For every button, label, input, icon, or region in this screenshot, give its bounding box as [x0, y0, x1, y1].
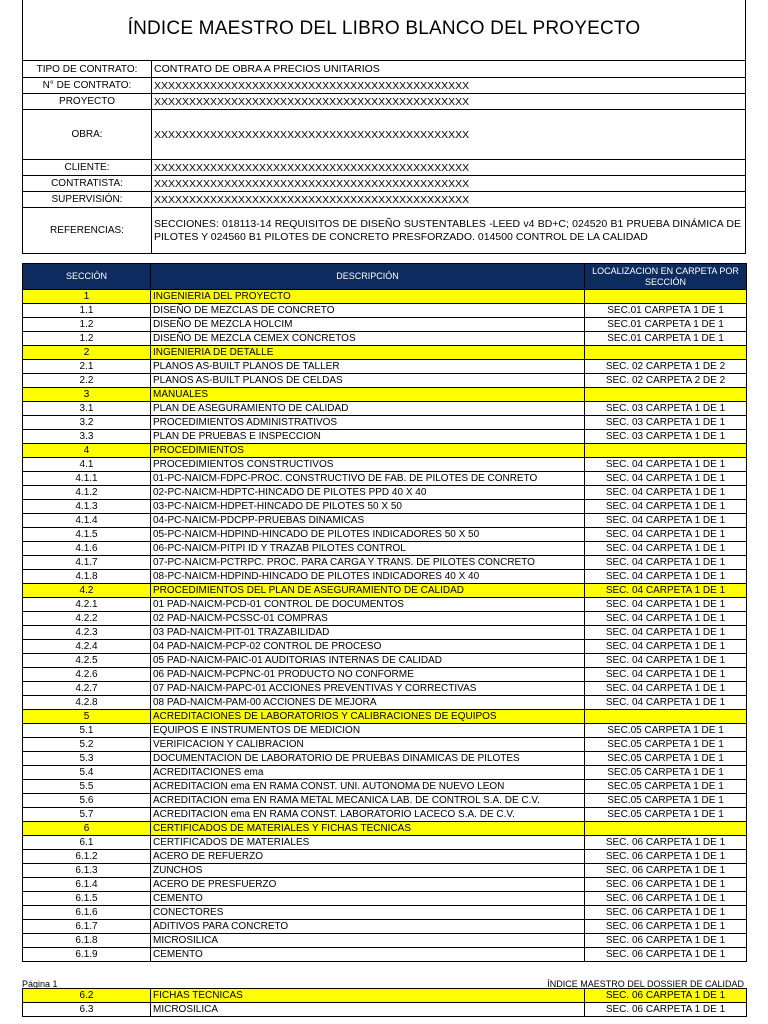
description-cell: ACREDITACION ema EN RAMA METAL MECANICA LAB. DE CONTROL S.A. DE C.V. — [151, 794, 585, 808]
table-row — [23, 598, 747, 612]
section-cell: 6.1.6 — [23, 906, 151, 920]
section-cell: 5.5 — [23, 780, 151, 794]
section-cell: 3.2 — [23, 416, 151, 430]
section-cell: 5.2 — [23, 738, 151, 752]
location-cell: SEC. 06 CARPETA 1 DE 1 — [585, 920, 747, 934]
header-field-label: PROYECTO — [23, 94, 152, 109]
location-cell: SEC. 04 CARPETA 1 DE 1 — [585, 626, 747, 640]
header-field-row — [23, 207, 745, 253]
index-table — [22, 263, 747, 962]
description-cell: MICROSILICA — [151, 1003, 585, 1017]
table-row — [23, 906, 747, 920]
description-cell: 04-PC-NAICM-PDCPP-PRUEBAS DINAMICAS — [151, 514, 585, 528]
section-cell: 1.2 — [23, 318, 151, 332]
description-cell: 05-PC-NAICM-HDPIND-HINCADO DE PILOTES INDICADORES 50 X 50 — [151, 528, 585, 542]
header-field-value: XXXXXXXXXXXXXXXXXXXXXXXXXXXXXXXXXXXXXXXXXXXXX — [154, 161, 470, 174]
column-header-location: LOCALIZACION EN CARPETA POR SECCIÓN — [585, 264, 747, 290]
table-row — [23, 696, 747, 710]
table-row — [23, 430, 747, 444]
table-row — [23, 570, 747, 584]
section-cell: 5.7 — [23, 808, 151, 822]
description-cell: 02-PC-NAICM-HDPTC-HINCADO DE PILOTES PPD 40 X 40 — [151, 486, 585, 500]
location-cell: SEC. 06 CARPETA 1 DE 1 — [585, 892, 747, 906]
description-cell: 04 PAD-NAICM-PCP-02 CONTROL DE PROCESO — [151, 640, 585, 654]
table-row — [23, 724, 747, 738]
location-cell — [585, 346, 747, 360]
location-cell: SEC. 04 CARPETA 1 DE 1 — [585, 556, 747, 570]
header-field-value: SECCIONES: 018113-14 REQUISITOS DE DISEÑO SUSTENTABLES -LEED v4 BD+C; 024520 B1 PRUEBA DINÁMICA DE PILOTES Y 024560 B1 PILOTES DE CONCRETO PRESFORZADO. 014500 CONTROL DE LA CALIDAD — [154, 217, 741, 243]
header-field-row — [23, 159, 745, 175]
location-cell: SEC. 06 CARPETA 1 DE 1 — [585, 989, 747, 1003]
header-field-label: N° DE CONTRATO: — [23, 78, 152, 93]
table-header-row — [23, 264, 747, 290]
table-row — [23, 878, 747, 892]
header-field-row — [23, 77, 745, 93]
section-cell: 4.1.5 — [23, 528, 151, 542]
location-cell: SEC. 06 CARPETA 1 DE 1 — [585, 878, 747, 892]
continuation-table — [22, 988, 747, 1017]
table-row — [23, 654, 747, 668]
table-row — [23, 836, 747, 850]
section-cell: 3.1 — [23, 402, 151, 416]
location-cell: SEC. 04 CARPETA 1 DE 1 — [585, 654, 747, 668]
header-field-label: CONTRATISTA: — [23, 176, 152, 191]
table-row — [23, 304, 747, 318]
description-cell: DOCUMENTACION DE LABORATORIO DE PRUEBAS DINAMICAS DE PILOTES — [151, 752, 585, 766]
section-cell: 2.2 — [23, 374, 151, 388]
section-cell: 4.1.6 — [23, 542, 151, 556]
section-cell: 4.2.6 — [23, 668, 151, 682]
description-cell: 08 PAD-NAICM-PAM-00 ACCIONES DE MEJORA — [151, 696, 585, 710]
description-cell: ZUNCHOS — [151, 864, 585, 878]
section-cell: 5.1 — [23, 724, 151, 738]
description-cell: DISEÑO DE MEZCLA HOLCIM — [151, 318, 585, 332]
table-row — [23, 584, 747, 598]
header-field-label: REFERENCIAS: — [23, 208, 152, 253]
table-row — [23, 374, 747, 388]
description-cell: DISEÑO DE MEZCLAS DE CONCRETO — [151, 304, 585, 318]
location-cell: SEC. 04 CARPETA 1 DE 1 — [585, 486, 747, 500]
description-cell: 06 PAD-NAICM-PCPNC-01 PRODUCTO NO CONFORME — [151, 668, 585, 682]
header-field-value: XXXXXXXXXXXXXXXXXXXXXXXXXXXXXXXXXXXXXXXXXXXXX — [154, 193, 470, 206]
description-cell: 01 PAD-NAICM-PCD-01 CONTROL DE DOCUMENTOS — [151, 598, 585, 612]
column-header-section: SECCIÓN — [23, 264, 151, 290]
table-row — [23, 332, 747, 346]
location-cell: SEC. 04 CARPETA 1 DE 1 — [585, 682, 747, 696]
description-cell: ACERO DE REFUERZO — [151, 850, 585, 864]
location-cell: SEC. 02 CARPETA 2 DE 2 — [585, 374, 747, 388]
section-cell: 4.2.5 — [23, 654, 151, 668]
location-cell: SEC. 04 CARPETA 1 DE 1 — [585, 696, 747, 710]
header-field-label: CLIENTE: — [23, 160, 152, 175]
section-cell: 4.2.2 — [23, 612, 151, 626]
location-cell: SEC.05 CARPETA 1 DE 1 — [585, 808, 747, 822]
table-row — [23, 556, 747, 570]
location-cell — [585, 290, 747, 304]
table-row — [23, 528, 747, 542]
section-cell: 4.2.7 — [23, 682, 151, 696]
table-row — [23, 822, 747, 836]
location-cell: SEC. 03 CARPETA 1 DE 1 — [585, 416, 747, 430]
description-cell: 01-PC-NAICM-FDPC-PROC. CONSTRUCTIVO DE FAB. DE PILOTES DE CONRETO — [151, 472, 585, 486]
header-field-row — [23, 93, 745, 109]
description-cell: ADITIVOS PARA CONCRETO — [151, 920, 585, 934]
description-cell: VERIFICACION Y CALIBRACION — [151, 738, 585, 752]
description-cell: 02 PAD-NAICM-PCSSC-01 COMPRAS — [151, 612, 585, 626]
table-row — [23, 766, 747, 780]
table-row — [23, 710, 747, 724]
section-cell: 6.2 — [23, 989, 151, 1003]
section-cell: 4.1.2 — [23, 486, 151, 500]
description-cell: PROCEDIMIENTOS DEL PLAN DE ASEGURAMIENTO DE CALIDAD — [151, 584, 585, 598]
section-cell: 4.2 — [23, 584, 151, 598]
description-cell: ACERO DE PRESFUERZO — [151, 878, 585, 892]
location-cell: SEC. 04 CARPETA 1 DE 1 — [585, 612, 747, 626]
location-cell: SEC. 04 CARPETA 1 DE 1 — [585, 514, 747, 528]
column-header-description: DESCRIPCIÓN — [151, 264, 585, 290]
header-field-row — [23, 191, 745, 207]
description-cell: 08-PC-NAICM-HDPIND-HINCADO DE PILOTES INDICADORES 40 X 40 — [151, 570, 585, 584]
section-cell: 6.3 — [23, 1003, 151, 1017]
header-field-label: SUPERVISIÓN: — [23, 192, 152, 207]
location-cell: SEC. 02 CARPETA 1 DE 2 — [585, 360, 747, 374]
section-cell: 5.3 — [23, 752, 151, 766]
table-row — [23, 738, 747, 752]
section-cell: 5.4 — [23, 766, 151, 780]
description-cell: ACREDITACION ema EN RAMA CONST. LABORATORIO LACECO S.A. DE C.V. — [151, 808, 585, 822]
table-row — [23, 808, 747, 822]
header-field-label: OBRA: — [23, 110, 152, 159]
section-cell: 2 — [23, 346, 151, 360]
location-cell: SEC. 04 CARPETA 1 DE 1 — [585, 528, 747, 542]
table-row — [23, 989, 747, 1003]
header-field-value: XXXXXXXXXXXXXXXXXXXXXXXXXXXXXXXXXXXXXXXXXXXXX — [154, 128, 470, 141]
table-row — [23, 640, 747, 654]
description-cell: PROCEDIMIENTOS — [151, 444, 585, 458]
location-cell: SEC.05 CARPETA 1 DE 1 — [585, 766, 747, 780]
section-cell: 6.1.7 — [23, 920, 151, 934]
section-cell: 4.1.3 — [23, 500, 151, 514]
description-cell: PLANOS AS-BUILT PLANOS DE TALLER — [151, 360, 585, 374]
table-row — [23, 346, 747, 360]
section-cell: 5.6 — [23, 794, 151, 808]
title-box — [22, 0, 746, 61]
header-field-row — [23, 109, 745, 159]
section-cell: 6.1.5 — [23, 892, 151, 906]
location-cell: SEC. 06 CARPETA 1 DE 1 — [585, 948, 747, 962]
description-cell: CONECTORES — [151, 906, 585, 920]
table-row — [23, 682, 747, 696]
location-cell: SEC. 04 CARPETA 1 DE 1 — [585, 668, 747, 682]
location-cell: SEC.05 CARPETA 1 DE 1 — [585, 724, 747, 738]
location-cell — [585, 388, 747, 402]
section-cell: 4.1 — [23, 458, 151, 472]
header-fields — [22, 60, 746, 254]
table-row — [23, 850, 747, 864]
section-cell: 1.2 — [23, 332, 151, 346]
section-cell: 4.1.4 — [23, 514, 151, 528]
header-field-value: XXXXXXXXXXXXXXXXXXXXXXXXXXXXXXXXXXXXXXXXXXXXX — [154, 79, 470, 92]
location-cell: SEC. 06 CARPETA 1 DE 1 — [585, 906, 747, 920]
section-cell: 3.3 — [23, 430, 151, 444]
table-row — [23, 934, 747, 948]
section-cell: 4.1.7 — [23, 556, 151, 570]
section-cell: 3 — [23, 388, 151, 402]
description-cell: 07 PAD-NAICM-PAPC-01 ACCIONES PREVENTIVAS Y CORRECTIVAS — [151, 682, 585, 696]
location-cell: SEC. 04 CARPETA 1 DE 1 — [585, 598, 747, 612]
section-cell: 4.1.1 — [23, 472, 151, 486]
description-cell: INGENIERIA DE DETALLE — [151, 346, 585, 360]
location-cell: SEC.05 CARPETA 1 DE 1 — [585, 794, 747, 808]
table-row — [23, 416, 747, 430]
section-cell: 4.2.1 — [23, 598, 151, 612]
description-cell: ACREDITACIONES DE LABORATORIOS Y CALIBRACIONES DE EQUIPOS — [151, 710, 585, 724]
table-row — [23, 892, 747, 906]
section-cell: 6.1.4 — [23, 878, 151, 892]
location-cell — [585, 710, 747, 724]
description-cell: PROCEDIMIENTOS CONSTRUCTIVOS — [151, 458, 585, 472]
section-cell: 1 — [23, 290, 151, 304]
table-row — [23, 500, 747, 514]
section-cell: 6 — [23, 822, 151, 836]
location-cell: SEC.01 CARPETA 1 DE 1 — [585, 304, 747, 318]
location-cell: SEC. 04 CARPETA 1 DE 1 — [585, 584, 747, 598]
section-cell: 6.1.8 — [23, 934, 151, 948]
location-cell: SEC.01 CARPETA 1 DE 1 — [585, 318, 747, 332]
table-row — [23, 458, 747, 472]
section-cell: 6.1.2 — [23, 850, 151, 864]
location-cell: SEC.05 CARPETA 1 DE 1 — [585, 752, 747, 766]
table-row — [23, 360, 747, 374]
description-cell: PLAN DE PRUEBAS E INSPECCION — [151, 430, 585, 444]
table-row — [23, 486, 747, 500]
header-field-value: XXXXXXXXXXXXXXXXXXXXXXXXXXXXXXXXXXXXXXXXXXXXX — [154, 177, 470, 190]
location-cell: SEC. 04 CARPETA 1 DE 1 — [585, 570, 747, 584]
table-row — [23, 1003, 747, 1017]
header-field-row — [23, 175, 745, 191]
section-cell: 4 — [23, 444, 151, 458]
description-cell: FICHAS TECNICAS — [151, 989, 585, 1003]
location-cell: SEC. 06 CARPETA 1 DE 1 — [585, 1003, 747, 1017]
location-cell: SEC.05 CARPETA 1 DE 1 — [585, 738, 747, 752]
section-cell: 6.1 — [23, 836, 151, 850]
description-cell: 06-PC-NAICM-PITPI ID Y TRAZAB PILOTES CONTROL — [151, 542, 585, 556]
footer-document-label: ÍNDICE MAESTRO DEL DOSSIER DE CALIDAD — [547, 979, 744, 989]
table-row — [23, 668, 747, 682]
description-cell: CEMENTO — [151, 948, 585, 962]
description-cell: 05 PAD-NAICM-PAIC-01 AUDITORIAS INTERNAS DE CALIDAD — [151, 654, 585, 668]
document-title: ÍNDICE MAESTRO DEL LIBRO BLANCO DEL PROYECTO — [127, 18, 641, 39]
section-cell: 6.1.9 — [23, 948, 151, 962]
description-cell: 03-PC-NAICM-HDPET-HINCADO DE PILOTES 50 X 50 — [151, 500, 585, 514]
header-field-value: CONTRATO DE OBRA A PRECIOS UNITARIOS — [154, 63, 380, 75]
description-cell: CERTIFICADOS DE MATERIALES — [151, 836, 585, 850]
description-cell: 03 PAD-NAICM-PIT-01 TRAZABILIDAD — [151, 626, 585, 640]
table-row — [23, 752, 747, 766]
description-cell: PLANOS AS-BUILT PLANOS DE CELDAS — [151, 374, 585, 388]
table-row — [23, 864, 747, 878]
location-cell: SEC. 04 CARPETA 1 DE 1 — [585, 500, 747, 514]
section-cell: 4.1.8 — [23, 570, 151, 584]
description-cell: CERTIFICADOS DE MATERIALES Y FICHAS TECNICAS — [151, 822, 585, 836]
footer-page-label: Página 1 — [22, 979, 58, 989]
table-row — [23, 542, 747, 556]
section-cell: 4.2.4 — [23, 640, 151, 654]
table-row — [23, 318, 747, 332]
description-cell: INGENIERIA DEL PROYECTO — [151, 290, 585, 304]
section-cell: 4.2.8 — [23, 696, 151, 710]
description-cell: DISEÑO DE MEZCLA CEMEX CONCRETOS — [151, 332, 585, 346]
location-cell: SEC.05 CARPETA 1 DE 1 — [585, 780, 747, 794]
description-cell: CEMENTO — [151, 892, 585, 906]
table-row — [23, 290, 747, 304]
table-row — [23, 388, 747, 402]
location-cell: SEC. 04 CARPETA 1 DE 1 — [585, 640, 747, 654]
section-cell: 2.1 — [23, 360, 151, 374]
section-cell: 5 — [23, 710, 151, 724]
table-row — [23, 444, 747, 458]
location-cell: SEC. 06 CARPETA 1 DE 1 — [585, 836, 747, 850]
description-cell: PROCEDIMIENTOS ADMINISTRATIVOS — [151, 416, 585, 430]
section-cell: 1.1 — [23, 304, 151, 318]
location-cell — [585, 444, 747, 458]
table-row — [23, 402, 747, 416]
description-cell: PLAN DE ASEGURAMIENTO DE CALIDAD — [151, 402, 585, 416]
header-field-label: TIPO DE CONTRATO: — [23, 61, 152, 77]
description-cell: MANUALES — [151, 388, 585, 402]
table-row — [23, 794, 747, 808]
location-cell: SEC. 06 CARPETA 1 DE 1 — [585, 850, 747, 864]
table-row — [23, 948, 747, 962]
table-row — [23, 514, 747, 528]
table-row — [23, 626, 747, 640]
location-cell — [585, 822, 747, 836]
description-cell: 07-PC-NAICM-PCTRPC. PROC. PARA CARGA Y TRANS. DE PILOTES CONCRETO — [151, 556, 585, 570]
location-cell: SEC. 04 CARPETA 1 DE 1 — [585, 542, 747, 556]
table-row — [23, 612, 747, 626]
description-cell: EQUIPOS E INSTRUMENTOS DE MEDICION — [151, 724, 585, 738]
table-row — [23, 472, 747, 486]
location-cell: SEC. 03 CARPETA 1 DE 1 — [585, 402, 747, 416]
header-field-row — [23, 60, 745, 77]
location-cell: SEC. 04 CARPETA 1 DE 1 — [585, 472, 747, 486]
section-cell: 4.2.3 — [23, 626, 151, 640]
section-cell: 6.1.3 — [23, 864, 151, 878]
description-cell: ACREDITACIONES ema — [151, 766, 585, 780]
header-field-value: XXXXXXXXXXXXXXXXXXXXXXXXXXXXXXXXXXXXXXXXXXXXX — [154, 95, 470, 108]
table-row — [23, 780, 747, 794]
description-cell: MICROSILICA — [151, 934, 585, 948]
location-cell: SEC. 06 CARPETA 1 DE 1 — [585, 864, 747, 878]
description-cell: ACREDITACION ema EN RAMA CONST. UNI. AUTONOMA DE NUEVO LEON — [151, 780, 585, 794]
location-cell: SEC. 04 CARPETA 1 DE 1 — [585, 458, 747, 472]
location-cell: SEC.01 CARPETA 1 DE 1 — [585, 332, 747, 346]
table-row — [23, 920, 747, 934]
location-cell: SEC. 03 CARPETA 1 DE 1 — [585, 430, 747, 444]
location-cell: SEC. 06 CARPETA 1 DE 1 — [585, 934, 747, 948]
